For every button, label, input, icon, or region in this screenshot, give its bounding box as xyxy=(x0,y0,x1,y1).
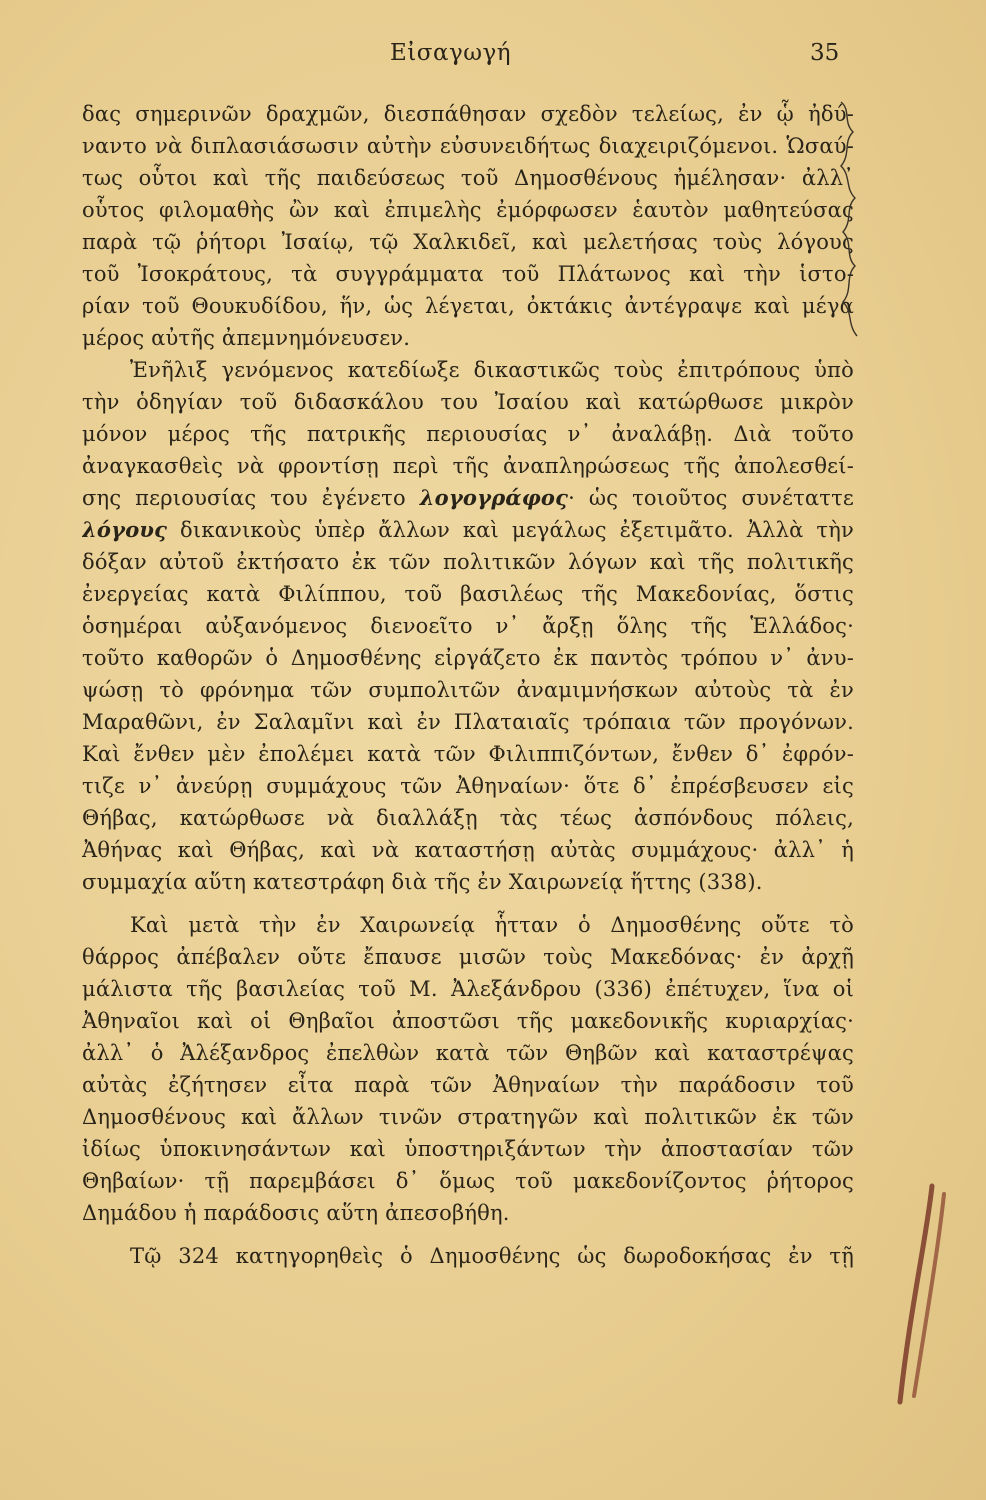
text-line: ὁσημέραι αὐξανόμενος διενοεῖτο ν᾽ ἄρξῃ ὅλης τῆς Ἑλλάδος· xyxy=(82,614,854,638)
text-line: Θήβας, κατώρθωσε νὰ διαλλάξῃ τὰς τέως ἀσπόνδους πόλεις, xyxy=(82,806,854,830)
text-line: ἐνεργείας κατὰ Φιλίππου, τοῦ βασιλέως τῆς Μακεδονίας, ὅστις xyxy=(82,582,854,606)
text-line: Ἀθήνας καὶ Θήβας, καὶ νὰ καταστήσῃ αὐτὰς συμμάχους· ἀλλ᾽ ἡ xyxy=(82,838,854,862)
text-line: δόξαν αὐτοῦ ἐκτήσατο ἐκ τῶν πολιτικῶν λόγων καὶ τῆς πολιτικῆς xyxy=(82,550,854,574)
text-line: ἀλλ᾽ ὁ Ἀλέξανδρος ἐπελθὼν κατὰ τῶν Θηβῶν καὶ καταστρέψας xyxy=(82,1041,854,1065)
pencil-mark xyxy=(880,1180,960,1410)
text-line: ψώσῃ τὸ φρόνημα τῶν συμπολιτῶν ἀναμιμνήσκων αὐτοὺς τὰ ἐν xyxy=(82,678,854,702)
text-line: οὗτος φιλομαθὴς ὢν καὶ ἐπιμελὴς ἐμόρφωσεν ἑαυτὸν μαθητεύσας xyxy=(82,198,854,222)
text-line: Δημοσθένους καὶ ἄλλων τινῶν στρατηγῶν καὶ πολιτικῶν ἐκ τῶν xyxy=(82,1105,854,1129)
text-line: ἰδίως ὑποκινησάντων καὶ ὑποστηριξάντων τὴν ἀποστασίαν τῶν xyxy=(82,1137,854,1161)
emphasized-term: λόγους xyxy=(82,517,168,542)
text-segment: · ὡς τοιοῦτος συνέταττε xyxy=(568,486,854,510)
text-line: μόνον μέρος τῆς πατρικῆς περιουσίας ν᾽ ἀναλάβῃ. Διὰ τοῦτο xyxy=(82,422,854,446)
text-line: μάλιστα τῆς βασιλείας τοῦ Μ. Ἀλεξάνδρου (336) ἐπέτυχεν, ἵνα οἱ xyxy=(82,977,854,1001)
text-line: ναντο νὰ διπλασιάσωσιν αὐτὴν εὐσυνειδήτως διαχειριζόμενοι. Ὡσαύ- xyxy=(82,134,854,158)
text-line: Μαραθῶνι, ἐν Σαλαμῖνι καὶ ἐν Πλαταιαῖς τρόπαια τῶν προγόνων. xyxy=(82,710,854,734)
text-segment: δικανικοὺς ὑπὲρ ἄλλων καὶ μεγάλως ἐξετιμᾶτο. Ἀλλὰ τὴν xyxy=(167,518,854,542)
text-line: μέρος αὐτῆς ἀπεμνημόνευσεν. xyxy=(82,326,411,350)
text-line: τως οὗτοι καὶ τῆς παιδεύσεως τοῦ Δημοσθένους ἠμέλησαν· ἀλλ᾽ xyxy=(82,166,854,190)
page-number: 35 xyxy=(810,40,840,66)
text-line: θάρρος ἀπέβαλεν οὔτε ἔπαυσε μισῶν τοὺς Μακεδόνας· ἐν ἀρχῇ xyxy=(82,945,854,969)
text-line: τοῦ Ἰσοκράτους, τὰ συγγράμματα τοῦ Πλάτωνος καὶ τὴν ἱστο- xyxy=(82,262,854,286)
text-segment: σης περιουσίας του ἐγένετο xyxy=(82,486,406,510)
text-line: συμμαχία αὕτη κατεστράφη διὰ τῆς ἐν Χαιρωνείᾳ ἥττης (338). xyxy=(82,870,763,894)
text-line: παρὰ τῷ ῥήτορι Ἰσαίῳ, τῷ Χαλκιδεῖ, καὶ μελετήσας τοὺς λόγους xyxy=(82,230,854,254)
text-line: Καὶ μετὰ τὴν ἐν Χαιρωνείᾳ ἧτταν ὁ Δημοσθένης οὔτε τὸ xyxy=(130,913,854,937)
text-line: Ἐνῆλιξ γενόμενος κατεδίωξε δικαστικῶς τοὺς ἐπιτρόπους ὑπὸ xyxy=(130,358,854,382)
text-line: Δημάδου ἡ παράδοσις αὕτη ἀπεσοβήθη. xyxy=(82,1201,510,1225)
text-line: ἀναγκασθεὶς νὰ φροντίσῃ περὶ τῆς ἀναπληρώσεως τῆς ἀπολεσθεί- xyxy=(82,454,854,478)
text-line: τιζε ν᾽ ἀνεύρῃ συμμάχους τῶν Ἀθηναίων· ὅτε δ᾽ ἐπρέσβευσεν εἰς xyxy=(82,774,854,798)
text-line: τοῦτο καθορῶν ὁ Δημοσθένης εἰργάζετο ἐκ παντὸς τρόπου ν᾽ ἀνυ- xyxy=(82,646,854,670)
text-line: ρίαν τοῦ Θουκυδίδου, ἥν, ὡς λέγεται, ὀκτάκις ἀντέγραψε καὶ μέγα xyxy=(82,294,854,318)
text-line xyxy=(82,482,854,514)
text-line xyxy=(82,514,854,546)
body-text xyxy=(82,98,854,1272)
text-line: τὴν ὁδηγίαν τοῦ διδασκάλου του Ἰσαίου καὶ κατώρθωσε μικρὸν xyxy=(82,390,854,414)
text-line: Ἀθηναῖοι καὶ οἱ Θηβαῖοι ἀποστῶσι τῆς μακεδονικῆς κυριαρχίας· xyxy=(82,1009,854,1033)
margin-brace-mark xyxy=(835,100,865,340)
text-line: Τῷ 324 κατηγορηθεὶς ὁ Δημοσθένης ὡς δωροδοκήσας ἐν τῇ xyxy=(130,1244,854,1268)
running-title: Εἰσαγωγή xyxy=(390,40,512,66)
text-line: αὐτὰς ἐζήτησεν εἶτα παρὰ τῶν Ἀθηναίων τὴν παράδοσιν τοῦ xyxy=(82,1073,854,1097)
text-line: Θηβαίων· τῇ παρεμβάσει δ᾽ ὅμως τοῦ μακεδονίζοντος ῥήτορος xyxy=(82,1169,854,1193)
text-line: Καὶ ἔνθεν μὲν ἐπολέμει κατὰ τῶν Φιλιππιζόντων, ἔνθεν δ᾽ ἐφρόν- xyxy=(82,742,854,766)
emphasized-term: λογογράφος xyxy=(419,485,569,510)
text-line: δας σημερινῶν δραχμῶν, διεσπάθησαν σχεδὸν τελείως, ἐν ᾧ ἠδύ- xyxy=(82,102,854,126)
